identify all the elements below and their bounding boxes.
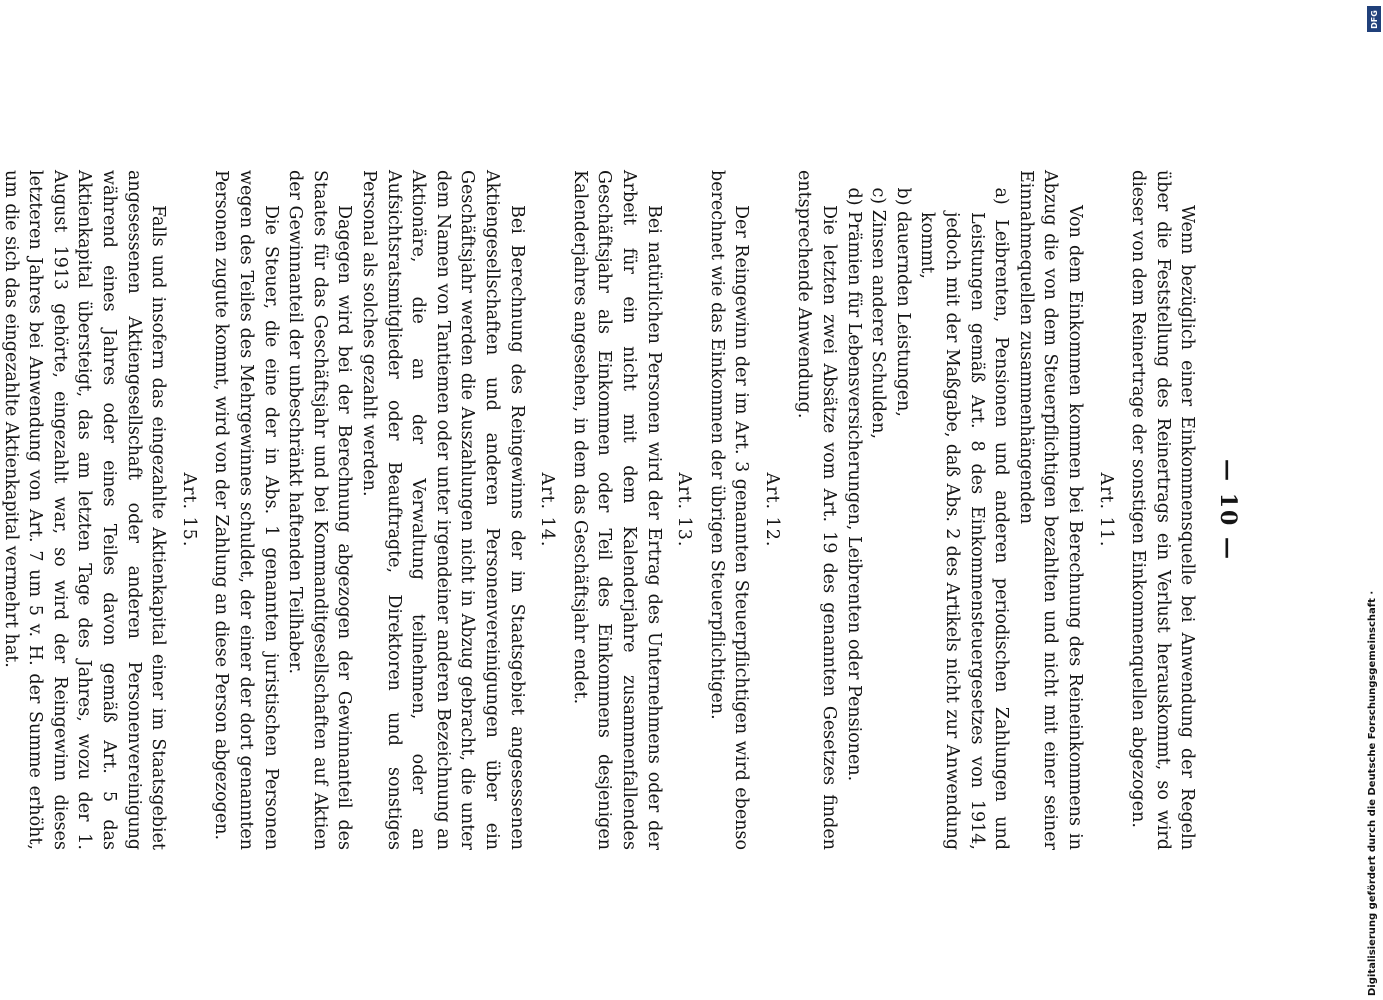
article-11-lead: Von dem Einkommen kommen bei Berechnung des Reineinkommens in Abzug die von dem Steuerpflichtigen bezahlten und nicht mit einer seiner Einnahmequellen zusammenhängenden [1015, 170, 1086, 850]
intro-paragraph: Wenn bezüglich einer Einkommensquelle bei Anwendung der Regeln über die Feststellung des Reinertrags ein Verlust herauskommt, so wird dieser von dem Reinertrage der sonstigen Einkommenquellen abgezogen. [1128, 170, 1198, 850]
article-12-text: Der Reingewinn der im Art. 3 genannten Steuerpflichtigen wird ebenso berechnet wie das Einkommen der übrigen Steuerpflichtigen. [706, 170, 752, 850]
article-11-heading: Art. 11. [1095, 472, 1116, 548]
article-12-heading: Art. 12. [761, 472, 782, 548]
dfg-logo-text: DFG [1369, 9, 1379, 29]
article-14-heading: Art. 14. [537, 472, 558, 548]
article-13-text: Bei natürlichen Personen wird der Ertrag des Unternehmens oder der Arbeit für ein nicht mit dem Kalenderjahre zusammenfallendes Geschäftsjahr als Einkommen oder Teil des Einkommens desjenigen Kalenderjahres angesehen, in dem das Geschäftsjahr endet. [569, 170, 664, 850]
page-number: — 10 — [1215, 459, 1241, 561]
article-11-item-a: a) Leibrenten, Pensionen und anderen periodischen Zahlungen und Leistungen gemäß Art. 8 des Einkommensteuergesetzes von 1914, jedoch mit der Maßgabe, daß Abs. 2 des Artikels nicht zur Anwendung kommt, [917, 187, 1012, 850]
article-14-paragraph-1: Bei Berechnung des Reingewinns der im Staatsgebiet angesessenen Aktiengesellschaften und anderen Personenvereinigungen über ein Geschäftsjahr werden die Auszahlungen nicht in Abzug gebracht, die unter dem Namen von Tantiemen oder unter irgendeiner anderen Bezeichnung an Aktionäre, die an der Verwaltung teilnehmen, oder an Aufsichtsratsmitglieder oder Beauftragte, Direktoren und sonstiges Personal als solches gezahlt werden. [359, 170, 527, 850]
article-14-paragraph-3: Die Steuer, die eine der in Abs. 1 genannten juristischen Personen wegen des Teiles des Mehrgewinnes schuldet, der einer der dort genannten Personen zugute kommt, wird von der Zahlung an diese Person abgezogen. [211, 170, 281, 850]
article-15-heading: Art. 15. [178, 472, 199, 548]
article-13-heading: Art. 13. [674, 472, 695, 548]
article-14-paragraph-2: Dagegen wird bei der Berechnung abgezogen der Gewinnanteil des Staates für das Geschäftsjahr und bei Kommanditgesellschaften auf Aktien der Gewinnanteil der unbeschränkt haftenden Teilhaber. [285, 170, 355, 850]
article-11-closing: Die letzten zwei Absätze vom Art. 19 des genannten Gesetzes finden entsprechende Anwendung. [794, 170, 840, 850]
funding-notice: Digitalisierung gefördert durch die Deutsche Forschungsgemeinschaft · [1367, 590, 1378, 996]
document-page [0, 170, 1241, 850]
article-15-text: Falls und insofern das eingezahlte Aktienkapital einer im Staatsgebiet angesessenen Aktiengesellschaft oder anderen Personenvereinigung während eines Jahres oder eines Teiles davon gemäß Art. 5 das Aktienkapital übersteigt, das am letzten Tage des Jahres, wozu der 1. August 1913 gehörte, eingezahlt war, so wird der Reingewinn dieses letzteren Jahres bei Anwendung von Art. 7 um 5 v. H. der Summe erhöht, um die sich das eingezahlte Aktienkapital vermehrt hat. [0, 170, 169, 850]
dfg-logo [1367, 6, 1381, 32]
article-11-item-b: b) dauernden Leistungen, [892, 187, 913, 417]
article-11-item-c: c) Zinsen anderer Schulden, [868, 187, 889, 440]
dfg-sidebar [1367, 6, 1383, 996]
article-11-item-d: d) Prämien für Lebensversicherungen, Leibrenten oder Pensionen. [843, 187, 864, 782]
